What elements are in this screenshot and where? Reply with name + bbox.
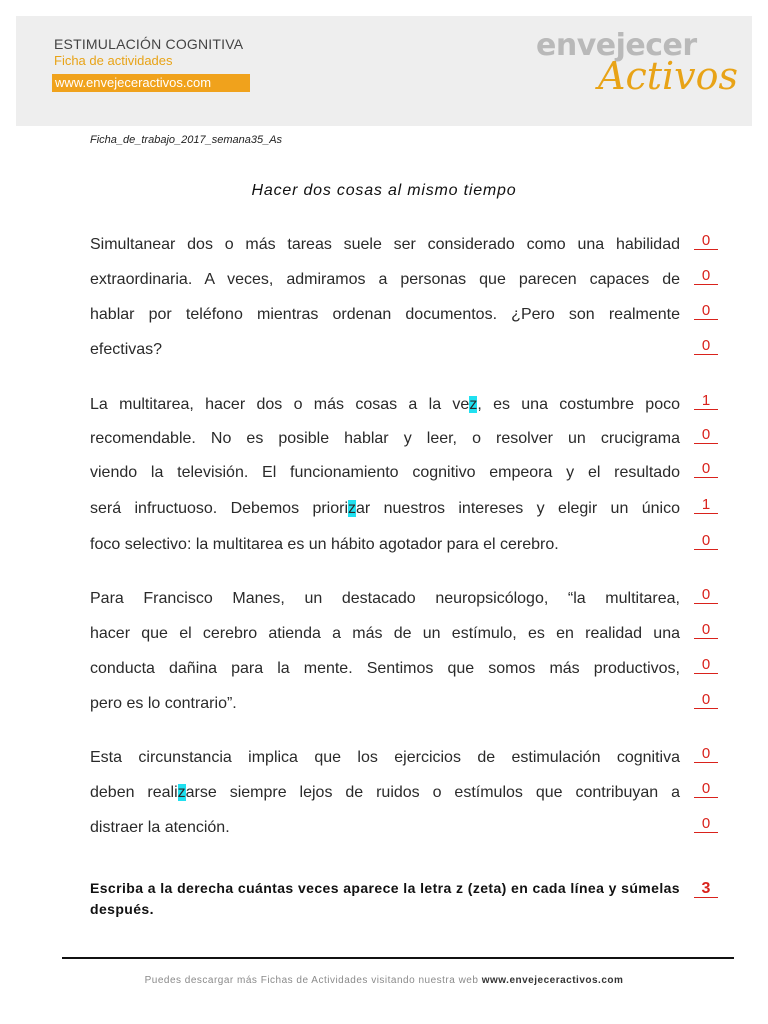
text-line-10: Para Francisco Manes, un destacado neuropsicólogo, “la multitarea, xyxy=(90,590,680,607)
highlighted-letter: z xyxy=(469,396,478,413)
highlighted-letter: z xyxy=(348,500,357,517)
line-count-8: 1 xyxy=(694,497,718,514)
text-line-16: distraer la atención. xyxy=(90,819,230,836)
line-count-1: 0 xyxy=(694,233,718,250)
line-count-14: 0 xyxy=(694,746,718,763)
brand-subtitle: Ficha de actividades xyxy=(54,53,173,68)
footer-text: Puedes descargar más Fichas de Actividades visitando nuestra web xyxy=(144,975,482,986)
line-count-6: 0 xyxy=(694,427,718,444)
text-line-14: Esta circunstancia implica que los ejercicios de estimulación cognitiva xyxy=(90,749,680,766)
logo xyxy=(534,28,738,108)
text-line-1: Simultanear dos o más tareas suele ser considerado como una habilidad xyxy=(90,236,680,253)
line-count-5: 1 xyxy=(694,393,718,410)
footer xyxy=(0,975,768,986)
line-count-2: 0 xyxy=(694,268,718,285)
logo-text-activos: Activos xyxy=(598,54,738,98)
text-segment: La multitarea, hacer dos o más cosas a la ve xyxy=(90,396,470,413)
text-segment: deben reali xyxy=(90,784,178,801)
line-count-3: 0 xyxy=(694,303,718,320)
brand-url[interactable]: www.envejeceractivos.com xyxy=(52,74,250,92)
line-count-15: 0 xyxy=(694,781,718,798)
text-line-13: pero es lo contrario”. xyxy=(90,695,237,712)
text-line-2: extraordinaria. A veces, admiramos a personas que parecen capaces de xyxy=(90,271,680,288)
line-count-11: 0 xyxy=(694,622,718,639)
text-line-12: conducta dañina para la mente. Sentimos que somos más productivos, xyxy=(90,660,680,677)
page-title: Hacer dos cosas al mismo tiempo xyxy=(251,182,517,199)
text-line-3: hablar por teléfono mientras ordenan documentos. ¿Pero son realmente xyxy=(90,306,680,323)
text-line-9: foco selectivo: la multitarea es un hábito agotador para el cerebro. xyxy=(90,536,559,553)
line-count-13: 0 xyxy=(694,692,718,709)
text-segment: , es una costumbre poco xyxy=(477,396,680,413)
total-count: 3 xyxy=(694,880,718,898)
text-line-15 xyxy=(90,783,680,803)
line-count-7: 0 xyxy=(694,461,718,478)
instruction-text: Escriba a la derecha cuántas veces aparece la letra z (zeta) en cada línea y súmelas después. xyxy=(90,880,680,917)
text-line-5 xyxy=(90,395,680,415)
text-line-6: recomendable. No es posible hablar y leer, o resolver un crucigrama xyxy=(90,430,680,447)
text-line-4: efectivas? xyxy=(90,341,163,358)
text-segment: arse siempre lejos de ruidos o estímulos que contribuyan a xyxy=(185,784,681,801)
text-line-7: viendo la televisión. El funcionamiento cognitivo empeora y el resultado xyxy=(90,464,680,481)
line-count-12: 0 xyxy=(694,657,718,674)
logo-text-envejecer: envejecer xyxy=(536,28,697,63)
line-count-4: 0 xyxy=(694,338,718,355)
text-segment: será infructuoso. Debemos priori xyxy=(90,500,349,517)
line-count-9: 0 xyxy=(694,533,718,550)
line-count-16: 0 xyxy=(694,816,718,833)
footer-link[interactable]: www.envejeceractivos.com xyxy=(481,975,624,986)
text-segment: ar nuestros intereses y elegir un único xyxy=(356,500,680,517)
brand-title: ESTIMULACIÓN COGNITIVA xyxy=(54,36,244,52)
text-line-11: hacer que el cerebro atienda a más de un estímulo, es en realidad una xyxy=(90,625,680,642)
highlighted-letter: z xyxy=(177,784,186,801)
footer-divider xyxy=(62,957,734,959)
worksheet-reference: Ficha_de_trabajo_2017_semana35_As xyxy=(90,134,283,146)
text-line-8 xyxy=(90,499,680,519)
header-banner xyxy=(16,16,752,126)
line-count-10: 0 xyxy=(694,587,718,604)
